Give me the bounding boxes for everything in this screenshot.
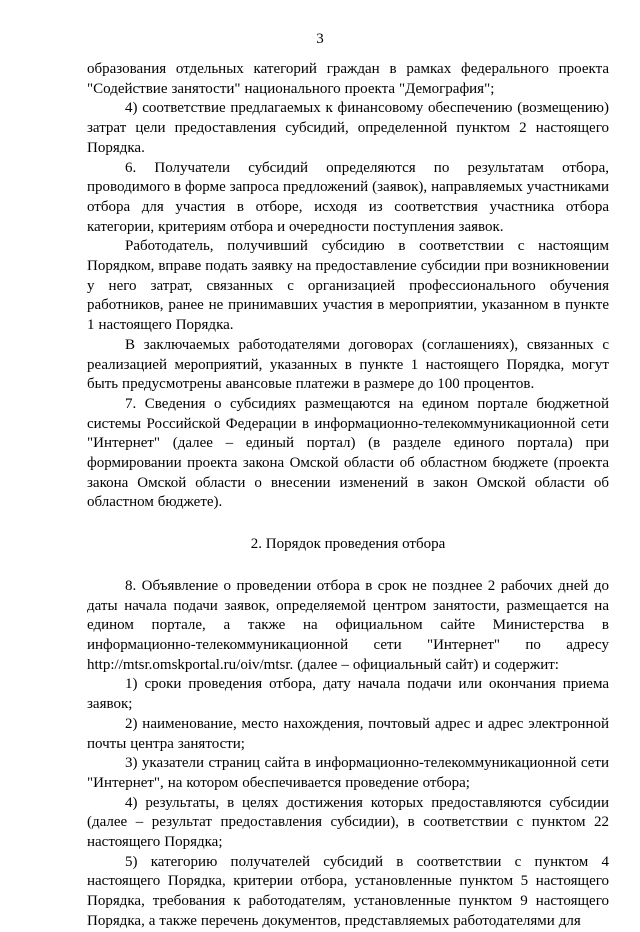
list-item-3: 3) указатели страниц сайта в информационно-телекоммуникационной сети "Интернет", на котором обеспечивается проведение отбора; [87,755,609,791]
list-item-4: 4) результаты, в целях достижения которых предоставляются субсидии (далее – результат предоставления субсидии), в соответствии с пунктом 22 настоящего Порядка; [87,794,609,851]
paragraph-clause-7: 7. Сведения о субсидиях размещаются на едином портале бюджетной системы Российской Федерации в информационно-телекоммуникационной сети "Интернет" (далее – единый портал) (в разделе единого портала) при формировании проекта закона Омской области об областном бюджете (проекта закона Омской области о внесении изменений в закон Омской области об областном бюджете). [87,395,609,511]
paragraph-advance-payments: В заключаемых работодателями договорах (соглашениях), связанных с реализацией мероприятий, указанных в пункте 1 настоящего Порядка, могут быть предусмотрены авансовые платежи в размере до 100 процентов. [87,336,609,393]
list-item-5: 5) категорию получателей субсидий в соответствии с пунктом 4 настоящего Порядка, критерии отбора, установленные пунктом 5 настоящего Порядка, требования к работодателям, установленные пунктом 9 настоящего Порядка, а также перечень документов, представляемых работодателями для [87,853,609,929]
paragraph-continuation: образования отдельных категорий граждан в рамках федерального проекта "Содействие занятости" национального проекта "Демография"; [87,61,609,97]
paragraph-item-4: 4) соответствие предлагаемых к финансовому обеспечению (возмещению) затрат цели предоставления субсидий, определенной пунктом 2 настоящего Порядка. [87,100,609,156]
section-heading: 2. Порядок проведения отбора [250,536,446,553]
list-item-2: 2) наименование, место нахождения, почтовый адрес и адрес электронной почты центра занятости; [87,715,609,752]
document-body [87,60,609,932]
paragraph-clause-6: 6. Получатели субсидий определяются по результатам отбора, проводимого в форме запроса предложений (заявок), направляемых участниками отбора для участия в отборе, исходя из соответствия участника отбора категории, критериям отбора и очередности поступления заявок. [87,159,609,235]
paragraph-clause-8: 8. Объявление о проведении отбора в срок не позднее 2 рабочих дней до даты начала подачи заявок, определяемой центром занятости, размещается на едином портале, а также на официальном сайте Министерства в информационно-телекоммуникационной сети "Интернет" по адресу http://mtsr.omskportal.ru/oiv/mtsr. (далее – официальный сайт) и содержит: [87,577,609,673]
list-item-1: 1) сроки проведения отбора, дату начала подачи или окончания приема заявок; [87,676,609,713]
page-number: 3 [316,31,324,47]
paragraph-employer-application: Работодатель, получивший субсидию в соответствии с настоящим Порядком, вправе подать заявку на предоставление субсидии при возникновении у него затрат, связанных с организацией профессионального обучения работников, ранее не принимавших участия в мероприятии, указанном в пункте 1 настоящего Порядка. [87,238,609,334]
